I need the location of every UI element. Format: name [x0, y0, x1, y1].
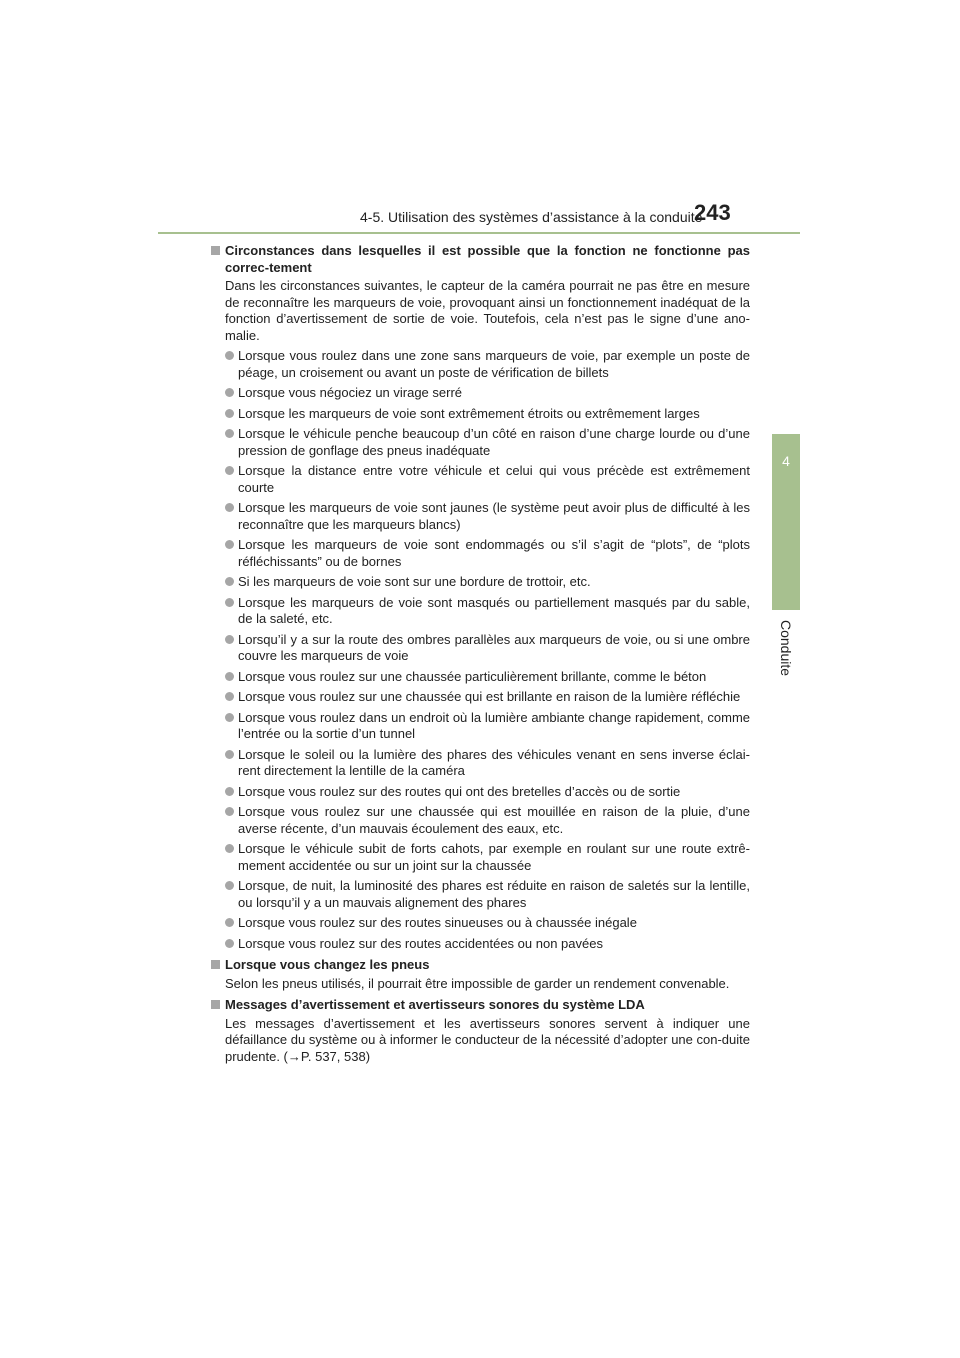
list-item-text: Lorsque vous négociez un virage serré [238, 385, 463, 400]
circle-bullet-icon [225, 577, 234, 586]
list-item-text: Lorsque vous roulez sur des routes accidentées ou non pavées [238, 935, 603, 951]
list-item [208, 936, 750, 953]
circle-bullet-icon [225, 351, 234, 360]
circle-bullet-icon [225, 807, 234, 816]
list-item [208, 574, 750, 591]
list-item [208, 463, 750, 496]
circle-bullet-icon [225, 844, 234, 853]
list-item [208, 426, 750, 459]
square-bullet-icon [211, 960, 220, 969]
list-item-text: Lorsque le véhicule penche beaucoup d’un côté en raison d’une charge lourde ou d’une pression de gonflage des pneus inadéquate [238, 426, 750, 458]
list-item [208, 537, 750, 570]
list-item [208, 595, 750, 628]
page-content [208, 243, 750, 1065]
page-number: 243 [694, 200, 731, 225]
section-heading-text: Messages d’avertissement et avertisseurs sonores du système LDA [225, 997, 645, 1012]
list-item-text: Lorsque, de nuit, la luminosité des phares est réduite en raison de saletés sur la lentille, ou lorsqu’il y a un mauvais alignement des phares [238, 878, 750, 910]
list-item-text: Si les marqueurs de voie sont sur une bordure de trottoir, etc. [238, 574, 591, 589]
circle-bullet-icon [225, 409, 234, 418]
circle-bullet-icon [225, 713, 234, 722]
list-item [208, 747, 750, 780]
list-item-text: Lorsque les marqueurs de voie sont jaunes (le système peut avoir plus de difficulté à les reconnaître que les marqueurs blancs) [238, 500, 750, 532]
square-bullet-icon [211, 1000, 220, 1009]
list-item [208, 804, 750, 837]
section-heading-text: Circonstances dans lesquelles il est possible que la fonction ne fonctionne pas correc-tement [225, 243, 750, 275]
list-item-text: Lorsque les marqueurs de voie sont masqués ou partiellement masqués par du sable, de la saleté, etc. [238, 594, 750, 626]
header-title: 4-5. Utilisation des systèmes d’assistance à la conduite [360, 209, 703, 225]
square-bullet-icon [211, 246, 220, 255]
section-circumstances [208, 243, 750, 952]
circle-bullet-icon [225, 939, 234, 948]
header-divider [158, 232, 800, 234]
list-item [208, 841, 750, 874]
circle-bullet-icon [225, 692, 234, 701]
circle-bullet-icon [225, 750, 234, 759]
section-heading [208, 957, 750, 974]
list-item-text: Lorsque vous roulez dans un endroit où la lumière ambiante change rapidement, comme l’entrée ou la sortie d’un tunnel [238, 709, 750, 741]
list-item-text: Lorsque le véhicule subit de forts cahots, par exemple en roulant sur une route extrê-mement accidentée ou sur un joint sur la chaussée [238, 841, 750, 873]
bullet-list [208, 348, 750, 952]
circle-bullet-icon [225, 635, 234, 644]
list-item-text: Lorsque vous roulez sur une chaussée qui est mouillée en raison de la pluie, d’une averse récente, d’un mauvais écoulement des eaux, etc. [238, 804, 750, 836]
circle-bullet-icon [225, 598, 234, 607]
list-item [208, 385, 750, 402]
list-item-text: Lorsque la distance entre votre véhicule et celui qui vous précède est extrêmement courte [238, 463, 750, 495]
list-item [208, 878, 750, 911]
list-item-text: Lorsque vous roulez sur des routes sinueuses ou à chaussée inégale [238, 915, 637, 930]
list-item [208, 500, 750, 533]
list-item-text: Lorsqu’il y a sur la route des ombres parallèles aux marqueurs de voie, ou si une ombre couvre les marqueurs de voie [238, 631, 750, 663]
list-item-text: Lorsque vous roulez sur une chaussée particulièrement brillante, comme le béton [238, 668, 707, 684]
circle-bullet-icon [225, 388, 234, 397]
section-paragraph: Dans les circonstances suivantes, le capteur de la caméra pourrait ne pas être en mesure de reconnaître les marqueurs de voie, provoquant ainsi un fonctionnement inadéquat de la fonction d’avertissement de sortie de voie. Toutefois, cela n’est pas le signe d’une ano-malie. [225, 278, 750, 343]
list-item [208, 784, 750, 801]
circle-bullet-icon [225, 918, 234, 927]
list-item [208, 348, 750, 381]
list-item [208, 406, 750, 423]
section-heading-text: Lorsque vous changez les pneus [225, 957, 430, 972]
section-heading [208, 997, 750, 1014]
list-item [208, 710, 750, 743]
circle-bullet-icon [225, 466, 234, 475]
circle-bullet-icon [225, 881, 234, 890]
circle-bullet-icon [225, 503, 234, 512]
circle-bullet-icon [225, 429, 234, 438]
list-item-text: Lorsque les marqueurs de voie sont endommagés ou s’il s’agit de “plots”, de “plots réfléchissants” ou de bornes [238, 537, 750, 569]
list-item [208, 632, 750, 665]
chapter-label: Conduite [778, 619, 794, 677]
circle-bullet-icon [225, 540, 234, 549]
list-item-text: Lorsque le soleil ou la lumière des phares des véhicules venant en sens inverse éclai-rent directement la lentille de la caméra [238, 746, 750, 778]
section-tires [208, 957, 750, 992]
list-item [208, 689, 750, 706]
section-paragraph: Les messages d’avertissement et les avertisseurs sonores servent à indiquer une défaillance du système ou à informer le conducteur de la nécessité d’adopter une con-duite prudente. (→P. 537, 538) [225, 1015, 750, 1064]
list-item [208, 669, 750, 686]
circle-bullet-icon [225, 672, 234, 681]
section-lda-messages [208, 997, 750, 1065]
circle-bullet-icon [225, 787, 234, 796]
list-item-text: Lorsque vous roulez dans une zone sans marqueurs de voie, par exemple un poste de péage, un croisement ou avant un poste de vérification de billets [238, 348, 750, 380]
chapter-number: 4 [782, 453, 790, 469]
list-item [208, 915, 750, 932]
list-item-text: Lorsque les marqueurs de voie sont extrêmement étroits ou extrêmement larges [238, 405, 700, 421]
section-paragraph: Selon les pneus utilisés, il pourrait être impossible de garder un rendement convenable. [225, 975, 730, 991]
section-heading [208, 243, 750, 276]
list-item-text: Lorsque vous roulez sur une chaussée qui est brillante en raison de la lumière réfléchie [238, 689, 741, 704]
list-item-text: Lorsque vous roulez sur des routes qui ont des bretelles d’accès ou de sortie [238, 783, 681, 799]
